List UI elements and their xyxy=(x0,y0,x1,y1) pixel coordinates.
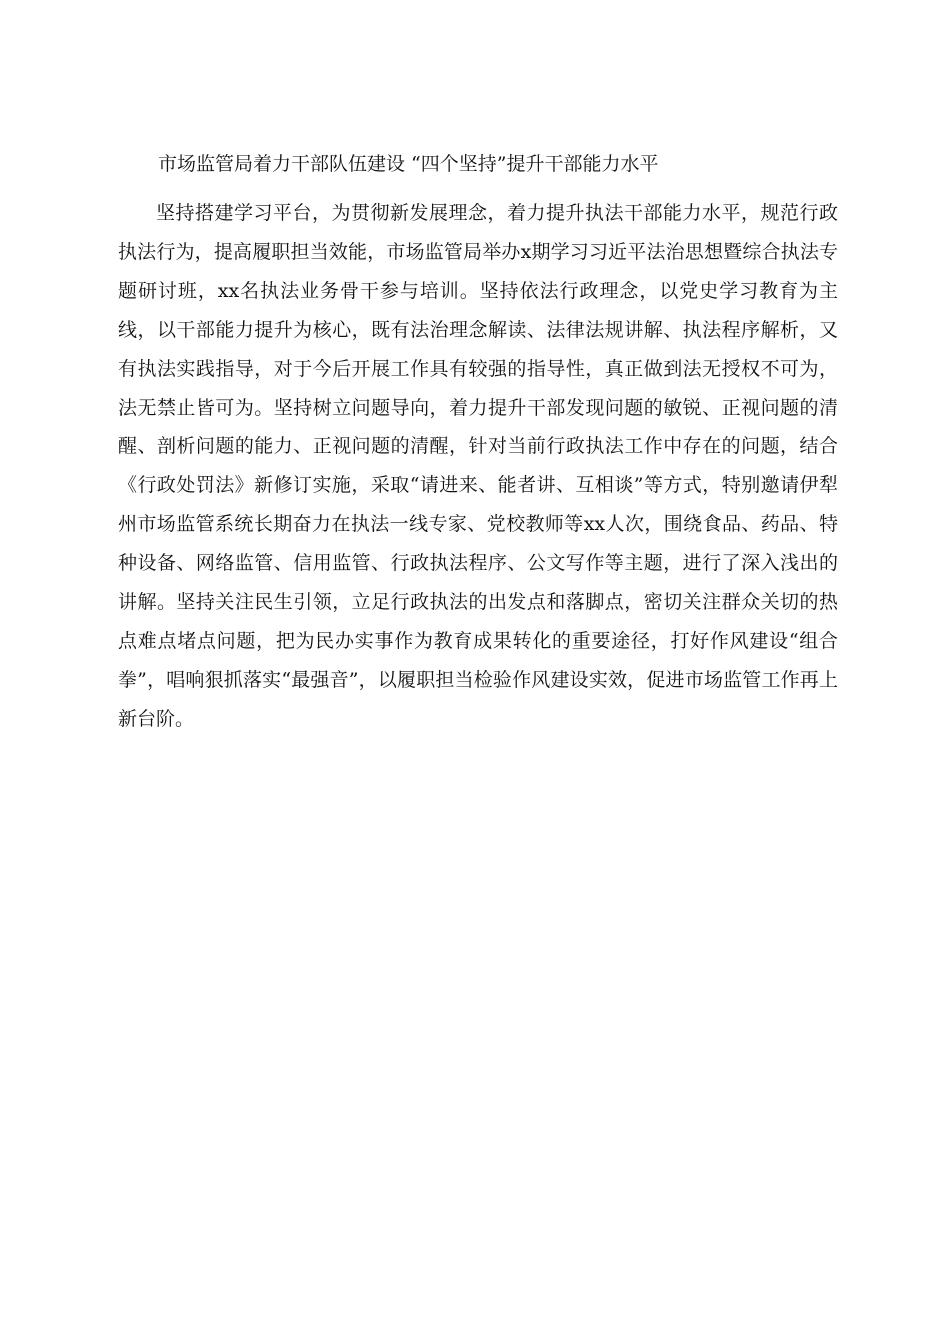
document-title: 市场监管局着力干部队伍建设 “四个坚持”提升干部能力水平 xyxy=(158,153,659,175)
document-paragraph: 坚持搭建学习平台，为贯彻新发展理念，着力提升执法干部能力水平，规范行政执法行为，提高履职担当效能，市场监管局举办x期学习习近平法治思想暨综合执法专题研讨班，xx名执法业务骨干参与培训。坚持依法行政理念，以党史学习教育为主线，以干部能力提升为核心，既有法治理念解读、法律法规讲解、执法程序解析，又有执法实践指导，对于今后开展工作具有较强的指导性，真正做到法无授权不可为，法无禁止皆可为。坚持树立问题导向，着力提升干部发现问题的敏锐、正视问题的清醒、剖析问题的能力、正视问题的清醒，针对当前行政执法工作中存在的问题，结合《行政处罚法》新修订实施，采取“请进来、能者讲、互相谈”等方式，特别邀请伊犁州市场监管系统长期奋力在执法一线专家、党校教师等xx人次，围绕食品、药品、特种设备、网络监管、信用监管、行政执法程序、公文写作等主题，进行了深入浅出的讲解。坚持关注民生引领，立足行政执法的出发点和落脚点，密切关注群众关切的热点难点堵点问题，把为民办实事作为教育成果转化的重要途径，打好作风建设“组合拳”，唱响狠抓落实“最强音”，以履职担当检验作风建设实效，促进市场监管工作再上新台阶。 xyxy=(118,202,838,730)
